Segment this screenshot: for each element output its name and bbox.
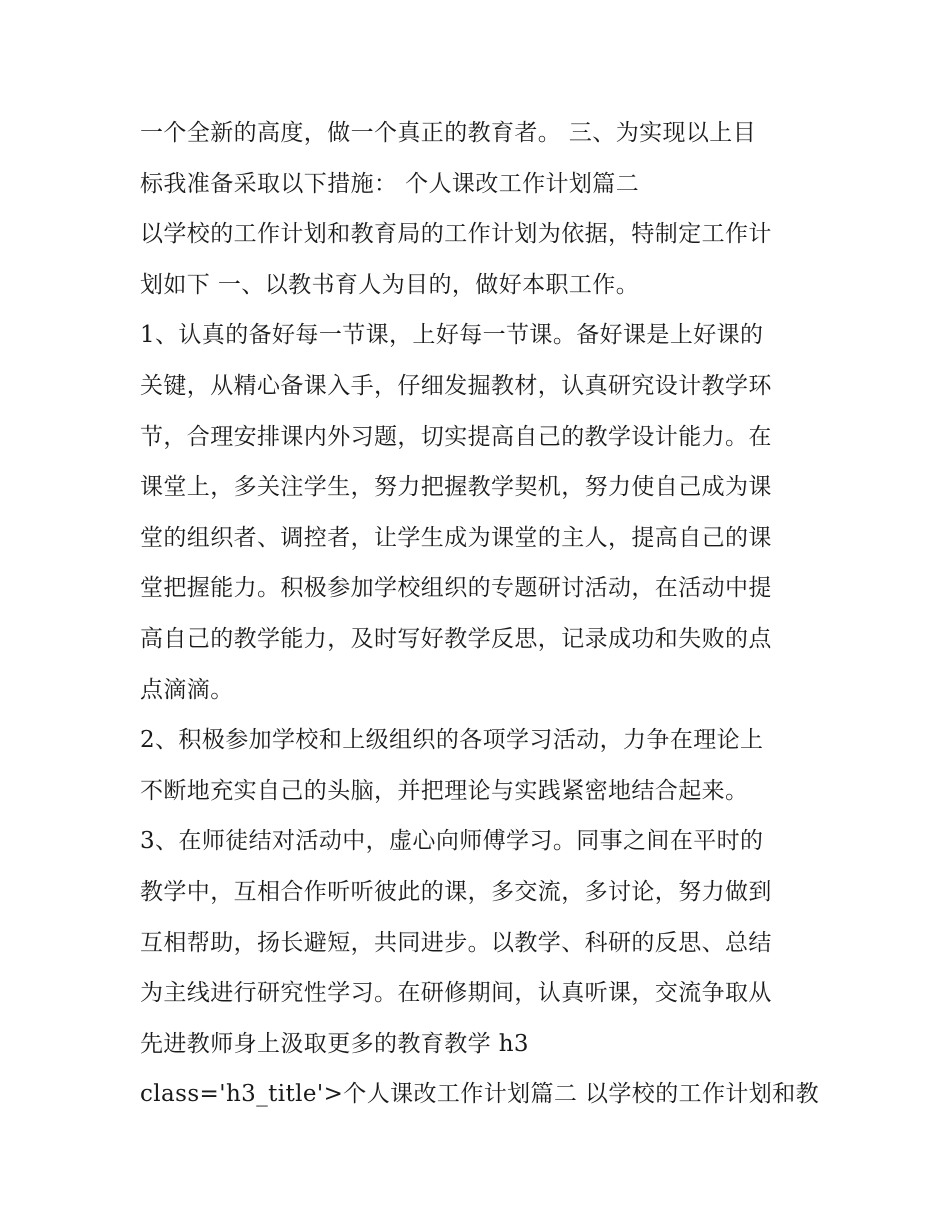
text-line: 堂的组织者、调控者，让学生成为课堂的主人，提高自己的课 [140, 524, 772, 551]
text-line: 2、积极参加学校和上级组织的各项学习活动，力争在理论上 [140, 727, 764, 754]
text-line: 堂把握能力。积极参加学校组织的专题研讨活动，在活动中提 [140, 575, 772, 602]
text-line: 课堂上，多关注学生，努力把握教学契机，努力使自己成为课 [140, 474, 772, 501]
text-line: 为主线进行研究性学习。在研修期间，认真听课，交流争取从 [140, 980, 772, 1007]
text-line: 教学中，互相合作听听彼此的课，多交流，多讨论，努力做到 [140, 878, 772, 905]
text-line: 一个全新的高度，做一个真正的教育者。 三、为实现以上目 [140, 120, 757, 146]
text-line: 节，合理安排课内外习题，切实提高自己的教学设计能力。在 [140, 423, 772, 450]
text-line: 1、认真的备好每一节课，上好每一节课。备好课是上好课的 [140, 322, 764, 349]
text-line: 不断地充实自己的头脑，并把理论与实践紧密地结合起来。 [140, 777, 749, 804]
text-line: 3、在师徒结对活动中，虚心向师傅学习。同事之间在平时的 [140, 828, 764, 855]
text-line: 互相帮助，扬长避短，共同进步。以教学、科研的反思、总结 [140, 929, 772, 956]
text-line: class='h3_title'>个人课改工作计划篇二 以学校的工作计划和教 [140, 1081, 820, 1108]
text-line: 划如下 一、以教书育人为目的，做好本职工作。 [140, 271, 640, 298]
document-body [140, 108, 820, 1120]
text-line: 先进教师身上汲取更多的教育教学 h3 [140, 1030, 529, 1057]
text-line: 以学校的工作计划和教育局的工作计划为依据，特制定工作计 [140, 221, 772, 248]
text-line: 关键，从精心备课入手，仔细发掘教材，认真研究设计教学环 [140, 372, 772, 399]
text-line: 点滴滴。 [140, 676, 234, 703]
text-line: 标我准备采取以下措施： 个人课改工作计划篇二 [140, 170, 640, 197]
text-line: 高自己的教学能力，及时写好教学反思，记录成功和失败的点 [140, 625, 772, 652]
